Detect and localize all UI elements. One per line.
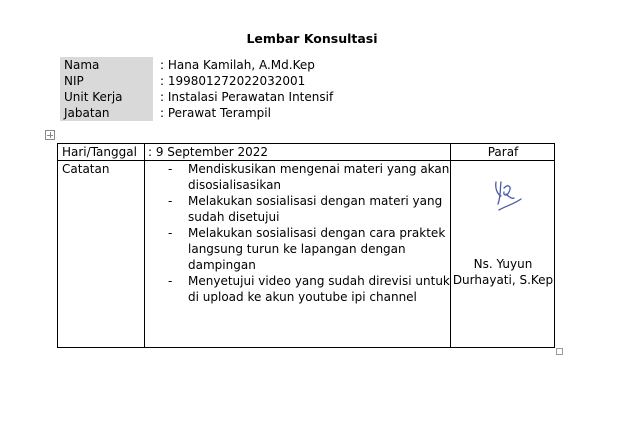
note-line: di upload ke akun youtube ipi channel bbox=[188, 290, 417, 304]
note-line: Melakukan sosialisasi dengan cara praktek bbox=[188, 226, 446, 240]
signer-name: Ns. Yuyun bbox=[473, 257, 533, 271]
table-move-handle-icon[interactable] bbox=[45, 130, 55, 140]
info-value: : 199801272022032001 bbox=[160, 74, 306, 88]
note-line: Melakukan sosialisasi dengan materi yang bbox=[188, 194, 443, 208]
info-value: : Instalasi Perawatan Intensif bbox=[160, 90, 334, 104]
header-paraf: Paraf bbox=[487, 145, 519, 159]
bullet-dash: - bbox=[168, 274, 173, 288]
note-line: langsung turun ke lapangan dengan bbox=[188, 242, 406, 256]
notes-list bbox=[168, 161, 450, 305]
list-item bbox=[168, 161, 450, 193]
bullet-dash: - bbox=[168, 226, 173, 240]
note-line: Menyetujui video yang sudah direvisi untuk bbox=[188, 274, 450, 288]
page-title: Lembar Konsultasi bbox=[246, 31, 378, 46]
signature-image bbox=[484, 174, 528, 222]
info-label: NIP bbox=[60, 73, 153, 89]
note-line: Mendiskusikan mengenai materi yang akan bbox=[188, 162, 450, 176]
list-item bbox=[168, 193, 450, 225]
list-item bbox=[168, 225, 450, 273]
note-line: disosialisasikan bbox=[188, 178, 282, 192]
info-label: Unit Kerja bbox=[60, 89, 153, 105]
bullet-dash: - bbox=[168, 162, 173, 176]
header-day-label: Hari/Tanggal bbox=[62, 145, 137, 159]
list-item bbox=[168, 273, 450, 305]
info-value: : Perawat Terampil bbox=[160, 106, 271, 120]
consultation-table bbox=[57, 143, 555, 348]
info-label: Nama bbox=[60, 57, 153, 73]
signer-title: Durhayati, S.Kep bbox=[452, 273, 554, 287]
info-label: Jabatan bbox=[60, 105, 153, 121]
bullet-dash: - bbox=[168, 194, 173, 208]
note-line: dampingan bbox=[188, 258, 256, 272]
info-value: : Hana Kamilah, A.Md.Kep bbox=[160, 58, 315, 72]
table-resize-handle-icon[interactable] bbox=[556, 348, 563, 355]
table-divider bbox=[144, 144, 145, 347]
header-date: : 9 September 2022 bbox=[148, 145, 268, 159]
note-line: sudah disetujui bbox=[188, 210, 280, 224]
row-label-catatan: Catatan bbox=[62, 162, 110, 176]
table-divider bbox=[450, 144, 451, 347]
